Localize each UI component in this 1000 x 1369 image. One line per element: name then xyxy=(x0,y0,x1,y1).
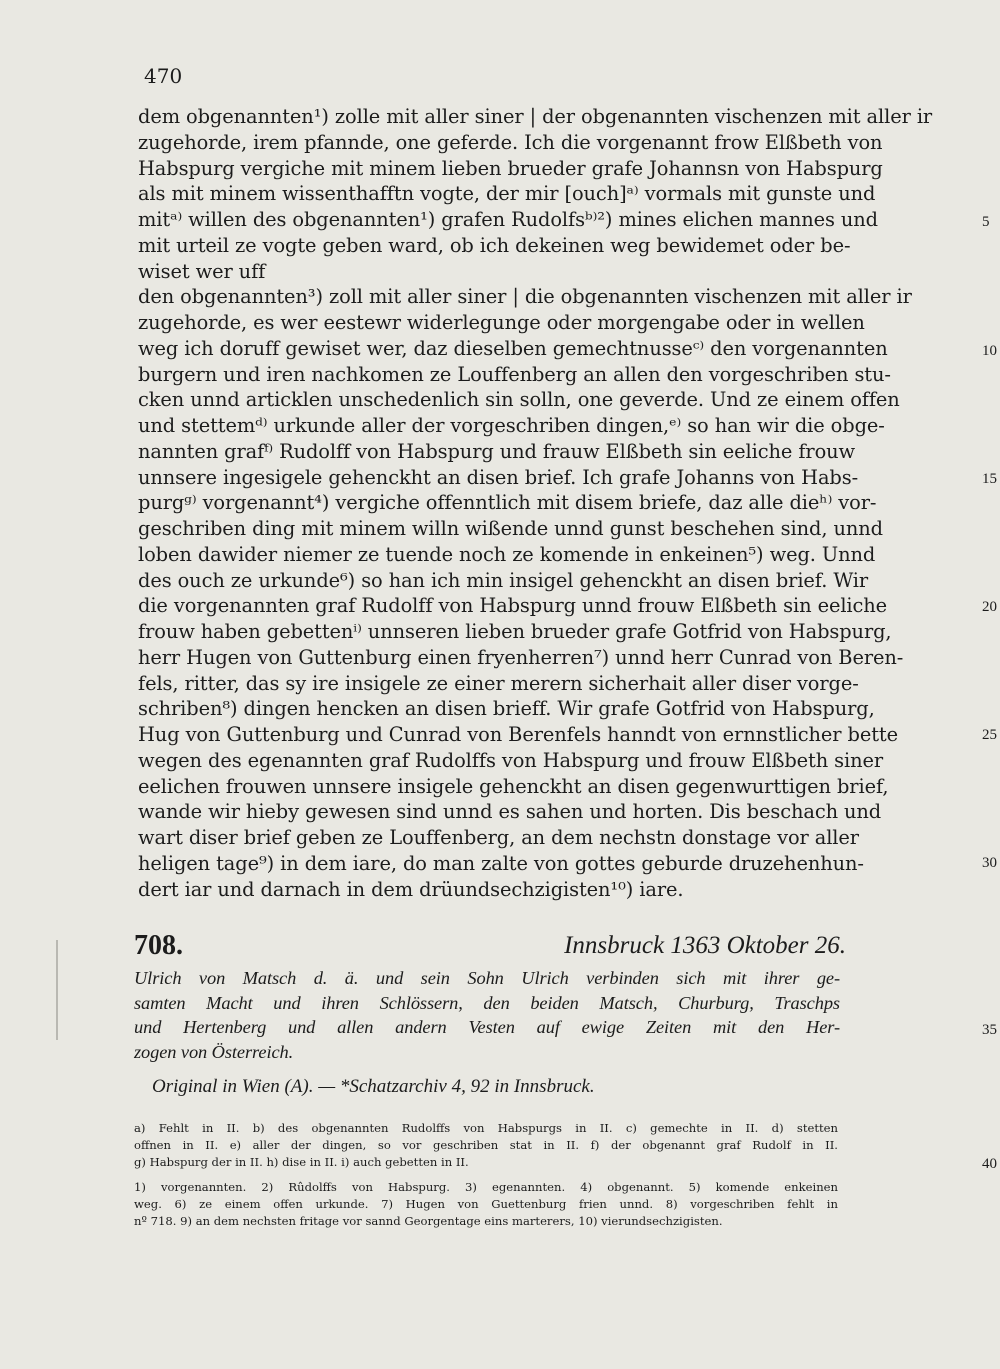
line-number: 10 xyxy=(982,343,997,359)
text-line: den obgenannten³) zoll mit aller siner | die obgenannten vischenzen mit aller ir xyxy=(138,285,912,309)
line-number: 15 xyxy=(982,471,997,487)
line-number: 35 xyxy=(982,1022,997,1038)
line-number: 25 xyxy=(982,727,997,743)
footnote-line: weg. 6) ze einem offen urkunde. 7) Hugen von Guettenburg frien unnd. 8) vorgeschriben fehlt in xyxy=(134,1197,838,1211)
margin-mark xyxy=(56,940,58,1040)
text-line: nannten grafᶠ⁾ Rudolff von Habspurg und frauw Elßbeth sin eeliche frouw xyxy=(138,439,856,463)
line-number: 30 xyxy=(982,855,997,871)
text-line: cken unnd articklen unschedenlich sin solln, one geverde. Und ze einem offen xyxy=(138,388,900,412)
line-number: 5 xyxy=(982,214,990,230)
regest-line: samten Macht und ihren Schlössern, den beiden Matsch, Churburg, Traschps xyxy=(134,992,840,1013)
text-line: wiset wer uff xyxy=(138,259,266,283)
text-line: frouw haben gebettenⁱ⁾ unnseren lieben brueder grafe Gotfrid von Habspurg, xyxy=(138,620,892,643)
document-header xyxy=(134,930,846,966)
text-line: unnsere ingesigele gehenckht an disen brief. Ich grafe Johanns von Habs- xyxy=(138,465,859,489)
text-line: dert iar und darnach in dem drüundsechzigisten¹⁰) iare. xyxy=(138,877,684,901)
footnote-line: nº 718. 9) an dem nechsten fritage vor sannd Georgentage eins marterers, 10) vierundsechzigisten. xyxy=(134,1214,723,1228)
footnote-line: a) Fehlt in II. b) des obgenannten Rudolffs von Habspurgs in II. c) gemechte in II. d) stetten xyxy=(134,1121,838,1135)
text-line: geschriben ding mit minem willn wißende unnd gunst beschehen sind, unnd xyxy=(138,517,883,540)
text-line: als mit minem wissenthafftn vogte, der mir [ouch]ᵃ⁾ vormals mit gunste und xyxy=(138,182,876,206)
regest-line: und Hertenberg und allen andern Vesten auf ewige Zeiten mit den Her- xyxy=(134,1017,840,1037)
line-number: 20 xyxy=(982,599,997,615)
line-number: 40 xyxy=(982,1156,997,1172)
text-line: die vorgenannten graf Rudolff von Habspurg unnd frouw Elßbeth sin eeliche xyxy=(138,594,888,618)
text-line: eelichen frouwen unnsere insigele gehenckht an disen gegenwurttigen brief, xyxy=(138,774,889,798)
text-line: und stettemᵈ⁾ urkunde aller der vorgeschriben dingen,ᵉ⁾ so han wir die obge- xyxy=(138,414,885,437)
source-note: Original in Wien (A). — *Schatzarchiv 4, 92 in Innsbruck. xyxy=(152,1076,595,1097)
regest-line: Ulrich von Matsch d. ä. und sein Sohn Ulrich verbinden sich mit ihrer ge- xyxy=(134,968,840,988)
footnotes xyxy=(134,1120,838,1230)
text-line: mitᵃ⁾ willen des obgenannten¹) grafen Rudolfsᵇ⁾²) mines elichen mannes und xyxy=(138,208,878,231)
text-line: herr Hugen von Guttenburg einen fryenherren⁷) unnd herr Cunrad von Beren- xyxy=(138,645,904,669)
text-line: mit urteil ze vogte geben ward, ob ich dekeinen weg bewidemet oder be- xyxy=(138,233,851,257)
text-line: Hug von Guttenburg und Cunrad von Berenfels hanndt von ernnstlicher bette xyxy=(138,723,898,746)
text-line: loben dawider niemer ze tuende noch ze komende in enkeinen⁵) weg. Unnd xyxy=(138,542,876,566)
regest-line: zogen von Österreich. xyxy=(134,1041,294,1062)
text-line: heligen tage⁹) in dem iare, do man zalte von gottes geburde druzehenhun- xyxy=(138,851,864,875)
page-number: 470 xyxy=(144,64,183,88)
footnote-line: g) Habspurg der in II. h) dise in II. i) auch gebetten in II. xyxy=(134,1155,469,1169)
text-line: purgᵍ⁾ vorgenannt⁴) vergiche offenntlich mit disem briefe, daz alle dieʰ⁾ vor- xyxy=(138,491,877,515)
footnote-line: 1) vorgenannten. 2) Rûdolffs von Habspurg. 3) egenannten. 4) obgenannt. 5) komende enkeinen xyxy=(134,1180,838,1194)
text-line: weg ich doruff gewiset wer, daz dieselben gemechtnusseᶜ⁾ den vorgenannten xyxy=(138,336,888,360)
text-line: wart diser brief geben ze Louffenberg, an dem nechstn donstage vor aller xyxy=(138,826,859,849)
document-place-date: Innsbruck 1363 Oktober 26. xyxy=(564,932,846,959)
text-line: dem obgenannten¹) zolle mit aller siner | der obgenannten vischenzen mit aller ir xyxy=(138,105,933,128)
text-line: Habspurg vergiche mit minem lieben brueder grafe Johannsn von Habspurg xyxy=(138,156,883,180)
document-number: 708. xyxy=(134,930,183,961)
text-line: des ouch ze urkunde⁶) so han ich min insigel gehenckht an disen brief. Wir xyxy=(138,568,869,592)
text-line: burgern und iren nachkomen ze Louffenberg an allen den vorgeschriben stu- xyxy=(138,362,891,386)
text-line: zugehorde, irem pfannde, one geferde. Ich die vorgenannt frow Elßbeth von xyxy=(138,130,883,154)
footnote-line: offnen in II. e) aller der dingen, so vor geschriben stat in II. f) der obgenannt graf Rudolf in II. xyxy=(134,1138,838,1152)
text-line: schriben⁸) dingen hencken an disen brieff. Wir grafe Gotfrid von Habspurg, xyxy=(138,697,875,721)
text-line: zugehorde, es wer eestewr widerlegunge oder morgengabe oder in wellen xyxy=(138,311,865,334)
regest-summary xyxy=(134,966,840,1064)
text-line: fels, ritter, das sy ire insigele ze einer merern sicherhait aller diser vorge- xyxy=(138,671,859,695)
text-line: wegen des egenannten graf Rudolffs von Habspurg und frouw Elßbeth siner xyxy=(138,748,884,772)
text-line: wande wir hieby gewesen sind unnd es sahen und horten. Dis beschach und xyxy=(138,800,882,824)
